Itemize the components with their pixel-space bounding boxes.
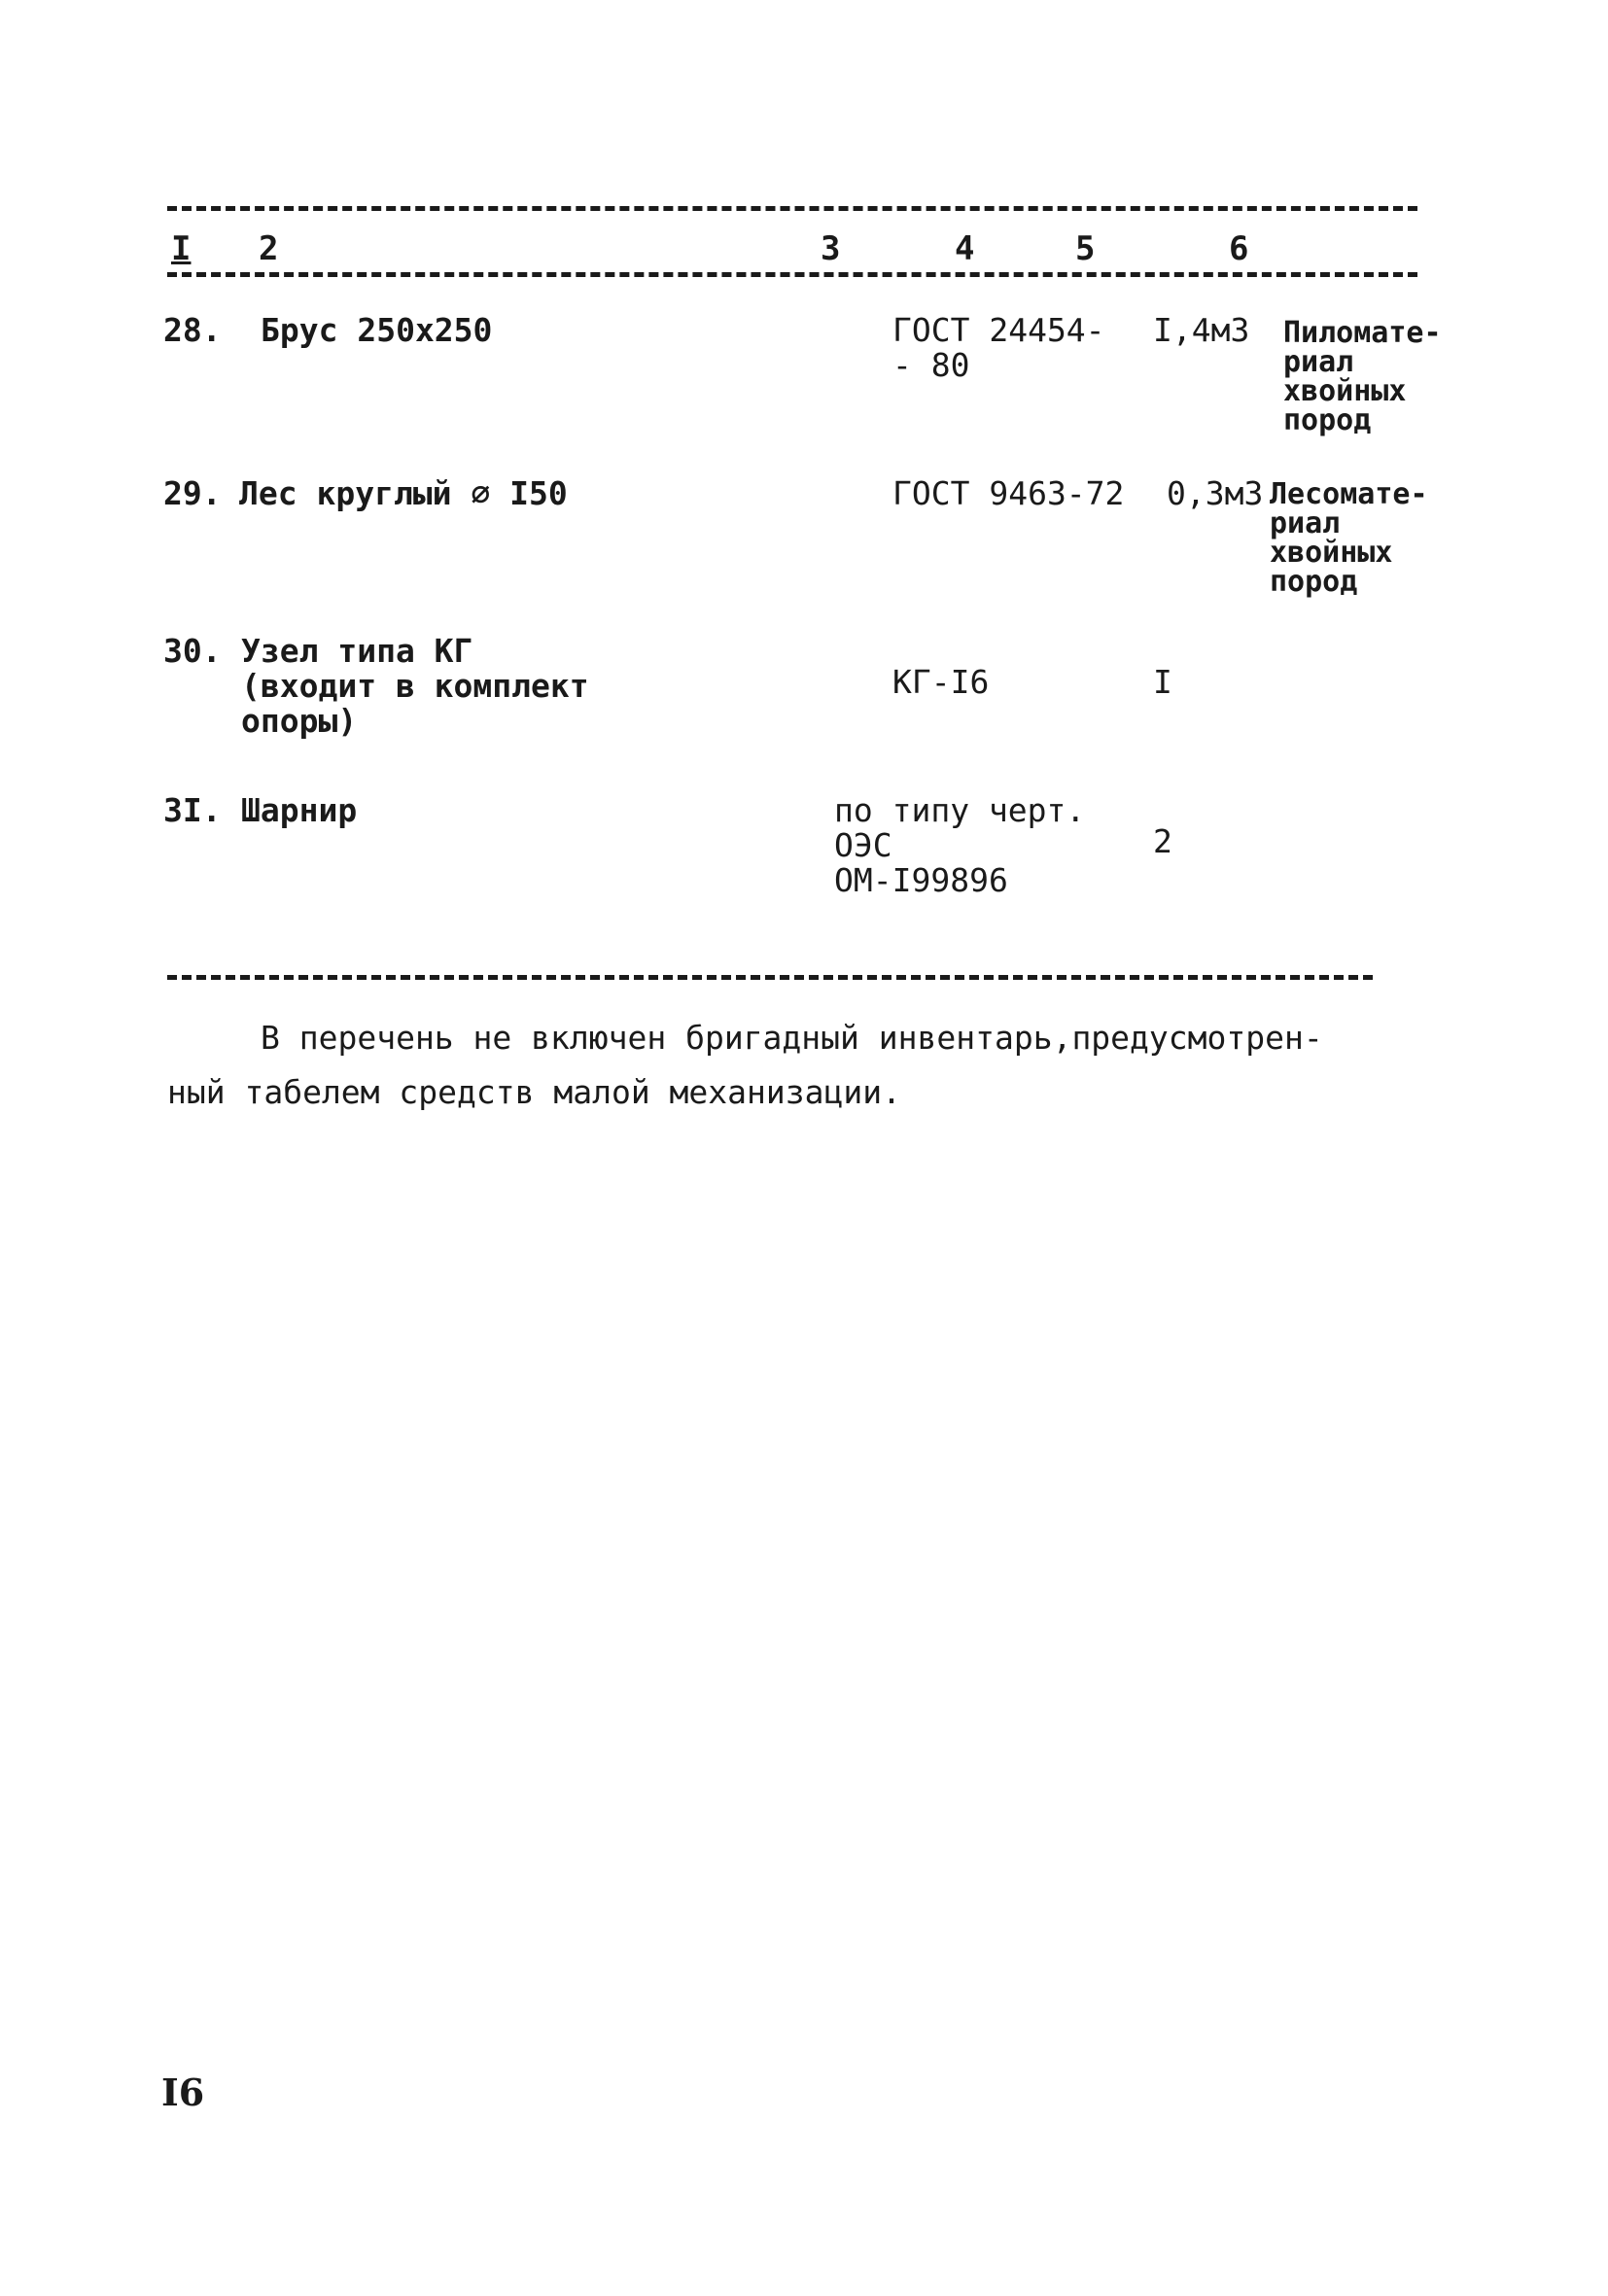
footnote	[167, 1011, 1373, 1120]
row-31-number: 3I.	[163, 791, 222, 829]
row-28-number: 28.	[163, 311, 222, 349]
row-28-note: Пиломате- риал хвойных пород	[1283, 316, 1442, 437]
row-29-name: Лес круглый ∅ I50	[239, 474, 568, 512]
column-header-3: 3	[817, 229, 844, 268]
row-30-number: 30.	[163, 632, 222, 670]
table-header-rule	[167, 272, 1417, 277]
row-28-document: ГОСТ 24454- - 80	[892, 311, 1105, 384]
row-29-document: ГОСТ 9463-72	[892, 474, 1125, 512]
table-bottom-rule	[167, 975, 1373, 980]
row-31-document: по типу черт. ОЭС ОМ-I99896	[834, 791, 1086, 899]
row-29-note: Лесомате- риал хвойных пород	[1270, 477, 1428, 599]
column-header-5: 5	[1071, 229, 1099, 268]
row-29-number: 29.	[163, 474, 222, 512]
row-30-document: КГ-I6	[892, 663, 990, 701]
row-28-name: Брус 250х250	[261, 311, 493, 349]
footnote-line-2: ный табелем средств малой механизации.	[167, 1073, 901, 1111]
footnote-line-1: В перечень не включен бригадный инвентарь,предусмотрен-	[261, 1019, 1323, 1057]
row-30-quantity: I	[1153, 663, 1172, 701]
page-number: I6	[161, 2070, 205, 2114]
row-28-quantity: I,4м3	[1153, 311, 1250, 349]
column-header-2: 2	[255, 229, 282, 268]
column-header-4: 4	[951, 229, 978, 268]
row-29-quantity: 0,3м3	[1167, 474, 1264, 512]
row-31-quantity: 2	[1153, 822, 1172, 860]
column-header-6: 6	[1225, 229, 1252, 268]
row-30-name: Узел типа КГ (входит в комплект опоры)	[241, 632, 589, 740]
table-top-rule	[167, 206, 1417, 211]
row-31-name: Шарнир	[241, 791, 358, 829]
column-header-1: I	[167, 229, 194, 268]
